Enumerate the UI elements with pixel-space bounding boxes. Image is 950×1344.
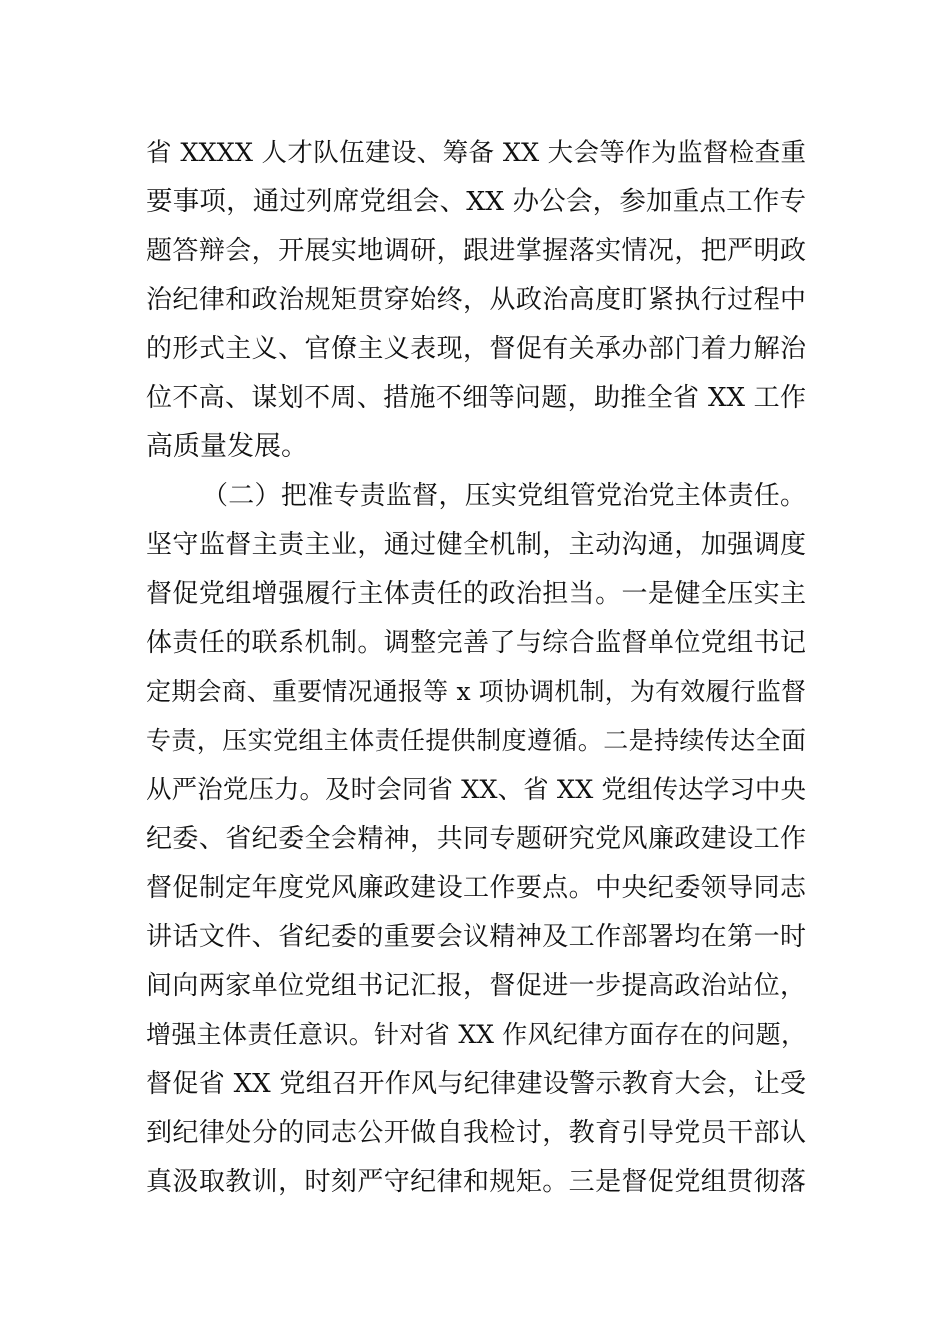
text-line: 要事项，通过列席党组会、XX 办公会，参加重点工作专 bbox=[146, 186, 806, 217]
text-line: 间向两家单位党组书记汇报，督促进一步提高政治站位， bbox=[146, 971, 806, 1001]
text-line: 坚守监督主责主业，通过健全机制，主动沟通，加强调度 bbox=[146, 530, 806, 560]
text-line: 到纪律处分的同志公开做自我检讨，教育引导党员干部认 bbox=[146, 1118, 806, 1148]
text-line: 定期会商、重要情况通报等 x 项协调机制，为有效履行监督 bbox=[146, 677, 806, 706]
text-line: 督促省 XX 党组召开作风与纪律建设警示教育大会，让受 bbox=[146, 1069, 806, 1099]
text-line: 位不高、谋划不周、措施不细等问题，助推全省 XX 工作 bbox=[146, 383, 806, 413]
text-line: 专责，压实党组主体责任提供制度遵循。二是持续传达全面 bbox=[146, 726, 806, 755]
text-line: 纪委、省纪委全会精神，共同专题研究党风廉政建设工作 bbox=[146, 824, 806, 854]
text-line: 讲话文件、省纪委的重要会议精神及工作部署均在第一时 bbox=[146, 922, 806, 952]
text-line: 治纪律和政治规矩贯穿始终，从政治高度盯紧执行过程中 bbox=[146, 285, 806, 315]
text-line: 题答辩会，开展实地调研，跟进掌握落实情况，把严明政 bbox=[146, 236, 806, 266]
section-heading: （二）把准专责监督，压实党组管党治党主体责任。 bbox=[202, 481, 806, 511]
text-line: 督促党组增强履行主体责任的政治担当。一是健全压实主 bbox=[146, 579, 806, 609]
text-line: 真汲取教训，时刻严守纪律和规矩。三是督促党组贯彻落 bbox=[146, 1167, 806, 1197]
text-line: 高质量发展。 bbox=[146, 431, 308, 462]
text-line: 体责任的联系机制。调整完善了与综合监督单位党组书记 bbox=[146, 628, 806, 658]
text-line: 增强主体责任意识。针对省 XX 作风纪律方面存在的问题， bbox=[146, 1020, 806, 1049]
text-line: 的形式主义、官僚主义表现，督促有关承办部门着力解治 bbox=[146, 334, 806, 364]
text-line: 从严治党压力。及时会同省 XX、省 XX 党组传达学习中央 bbox=[146, 775, 806, 805]
text-line: 省 XXXX 人才队伍建设、筹备 XX 大会等作为监督检查重 bbox=[146, 138, 806, 168]
text-line: 督促制定年度党风廉政建设工作要点。中央纪委领导同志 bbox=[146, 873, 806, 903]
